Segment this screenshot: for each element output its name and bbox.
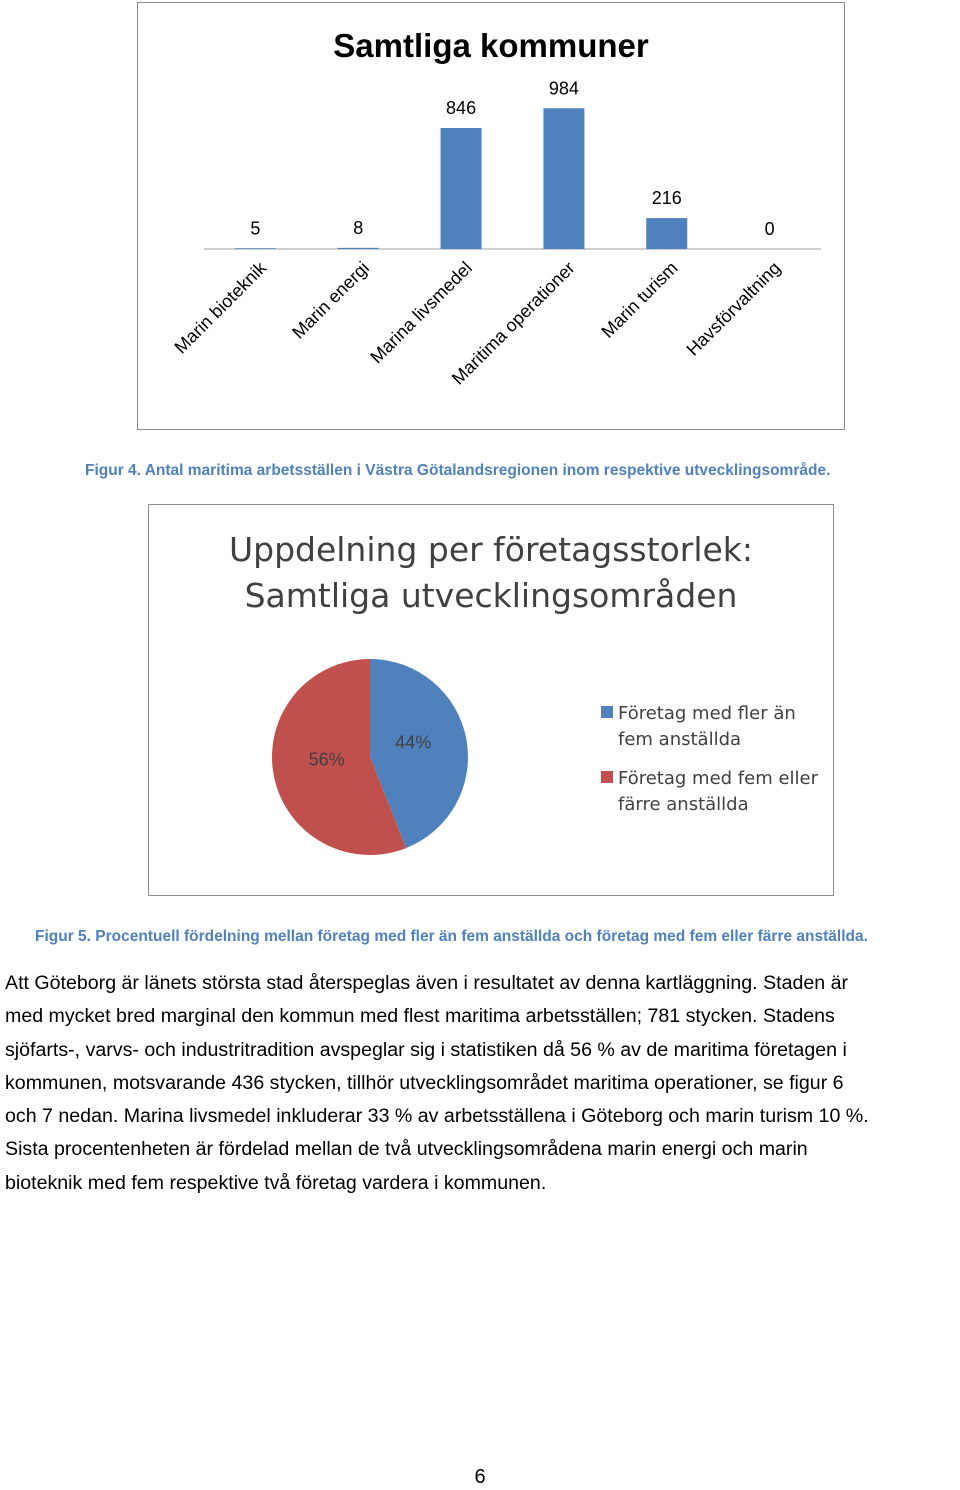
- bar-value-label: 5: [250, 218, 261, 239]
- x-tick-label: Marin turism: [597, 257, 682, 342]
- body-line: och 7 nedan. Marina livsmedel inkluderar 33 % av arbetsställena i Göteborg och marin turism 10 %.: [5, 1105, 869, 1128]
- bar-value-label: 984: [548, 78, 579, 99]
- body-line: med mycket bred marginal den kommun med flest maritima arbetsställen; 781 stycken. Stadens: [5, 1005, 835, 1028]
- pie-title-line-2: Samtliga utvecklingsområden: [244, 576, 738, 615]
- bar-value-label: 216: [651, 188, 682, 209]
- page-number: 6: [474, 1466, 486, 1488]
- bar-chart-frame: [137, 2, 845, 430]
- body-line: Sista procentenheten är fördelad mellan de två utvecklingsområdena marin energi och marin: [5, 1138, 808, 1161]
- x-tick-label: Havsförvaltning: [682, 257, 785, 360]
- legend-label: färre anställda: [618, 794, 749, 815]
- legend-item-smaller-companies: [601, 766, 828, 818]
- legend-label: fem anställda: [618, 729, 742, 750]
- bar: [646, 218, 687, 249]
- pie-chart-frame: [148, 504, 834, 896]
- bar-chart-title: Samtliga kommuner: [333, 27, 649, 64]
- x-tick-label: Marin bioteknik: [170, 257, 271, 358]
- bar: [543, 108, 584, 249]
- pie-legend: [601, 701, 828, 831]
- bar: [338, 248, 379, 249]
- pie-slice-label: 56%: [308, 749, 345, 770]
- legend-swatch-blue: [601, 706, 613, 718]
- pie-chart: [149, 505, 832, 894]
- bar-value-label: 0: [764, 219, 775, 239]
- bar-chart: [138, 3, 843, 428]
- pie-slice-label: 44%: [395, 732, 432, 753]
- bar: [235, 248, 276, 249]
- figure-4-caption: Figur 4. Antal maritima arbetsställen i Västra Götalandsregionen inom respektive utvecklingsområde.: [85, 462, 831, 479]
- body-line: kommunen, motsvarande 436 stycken, tillhör utvecklingsområdet maritima operationer, se figur 6: [5, 1071, 844, 1094]
- bar-value-label: 846: [446, 98, 477, 119]
- body-paragraph: [5, 967, 960, 1200]
- legend-label: Företag med fler än: [618, 703, 796, 724]
- body-line: Att Göteborg är länets största stad återspeglas även i resultatet av denna kartläggning. Staden är: [5, 972, 849, 994]
- x-tick-label: Marin energi: [288, 257, 374, 343]
- bar: [441, 128, 482, 249]
- legend-swatch-red: [601, 771, 613, 783]
- body-line: sjöfarts-, varvs- och industritradition avspeglar sig i statistiken då 56 % av de maritima företagen i: [5, 1038, 847, 1061]
- legend-item-larger-companies: [601, 701, 828, 753]
- x-tick-label: Maritima operationer: [447, 257, 579, 389]
- pie-title-line-1: Uppdelning per företagsstorlek:: [228, 530, 754, 569]
- body-line: bioteknik med fem respektive två företag vardera i kommunen.: [5, 1171, 547, 1194]
- x-tick-label: Marina livsmedel: [366, 257, 476, 368]
- figure-5-caption: Figur 5. Procentuell fördelning mellan företag med fler än fem anställda och företag med fem eller färre anställda.: [35, 928, 868, 945]
- legend-label: Företag med fem eller: [618, 768, 819, 789]
- bar-value-label: 8: [353, 217, 364, 238]
